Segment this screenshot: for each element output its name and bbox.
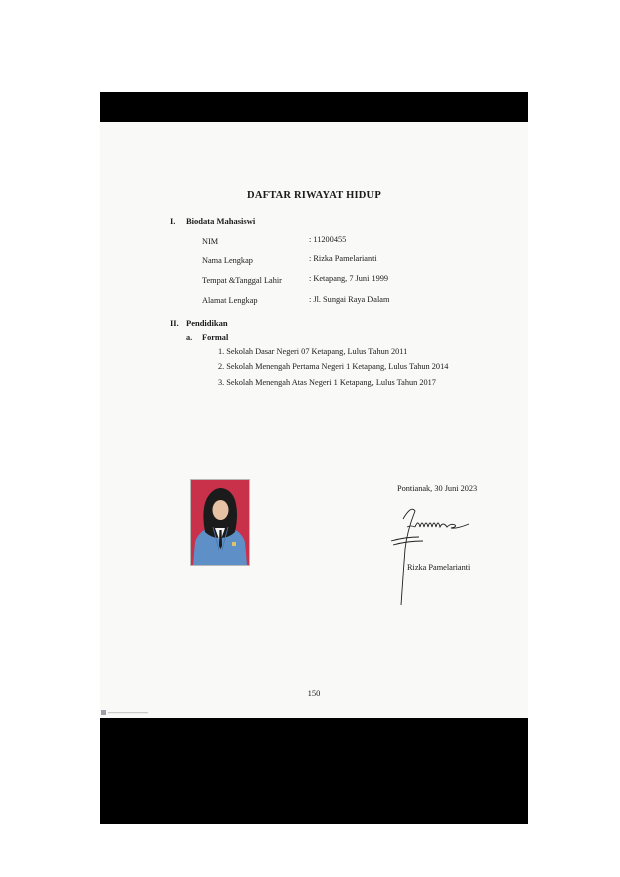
place-date: Pontianak, 30 Juni 2023 <box>397 484 478 493</box>
field-label-name: Nama Lengkap <box>202 256 253 265</box>
field-value-address: : Jl. Sungai Raya Dalam <box>309 295 390 304</box>
document-title: DAFTAR RIWAYAT HIDUP <box>247 190 381 201</box>
field-value-name: : Rizka Pamelarianti <box>309 254 377 263</box>
page-number: 150 <box>307 688 321 698</box>
field-label-nim: NIM <box>202 237 219 246</box>
field-value-nim: : 11200455 <box>309 235 347 244</box>
subsection-title: Formal <box>202 333 229 342</box>
education-item: 1. Sekolah Dasar Negeri 07 Ketapang, Lulus Tahun 2011 <box>218 347 408 356</box>
signature-icon <box>385 497 485 607</box>
education-item: 3. Sekolah Menengah Atas Negeri 1 Ketapang, Lulus Tahun 2017 <box>218 378 436 387</box>
field-label-address: Alamat Lengkap <box>202 296 258 305</box>
field-label-birth: Tempat &Tanggal Lahir <box>202 276 282 285</box>
portrait-photo-icon <box>191 480 249 565</box>
field-value-birth: : Ketapang, 7 Juni 1999 <box>309 274 389 283</box>
section-1-number: I. <box>170 216 176 226</box>
subsection-letter: a. <box>186 333 193 342</box>
section-2-number: II. <box>170 318 179 328</box>
top-black-bar <box>100 92 528 122</box>
education-item: 2. Sekolah Menengah Pertama Negeri 1 Ketapang, Lulus Tahun 2014 <box>218 362 449 371</box>
scanned-document <box>100 92 528 824</box>
section-2-title: Pendidikan <box>186 318 228 328</box>
bottom-black-bar <box>100 718 528 824</box>
section-1-title: Biodata Mahasiswi <box>186 216 256 226</box>
portrait-photo <box>190 479 250 566</box>
scanner-mark-icon <box>101 710 149 716</box>
signer-name: Rizka Pamelarianti <box>407 563 471 572</box>
